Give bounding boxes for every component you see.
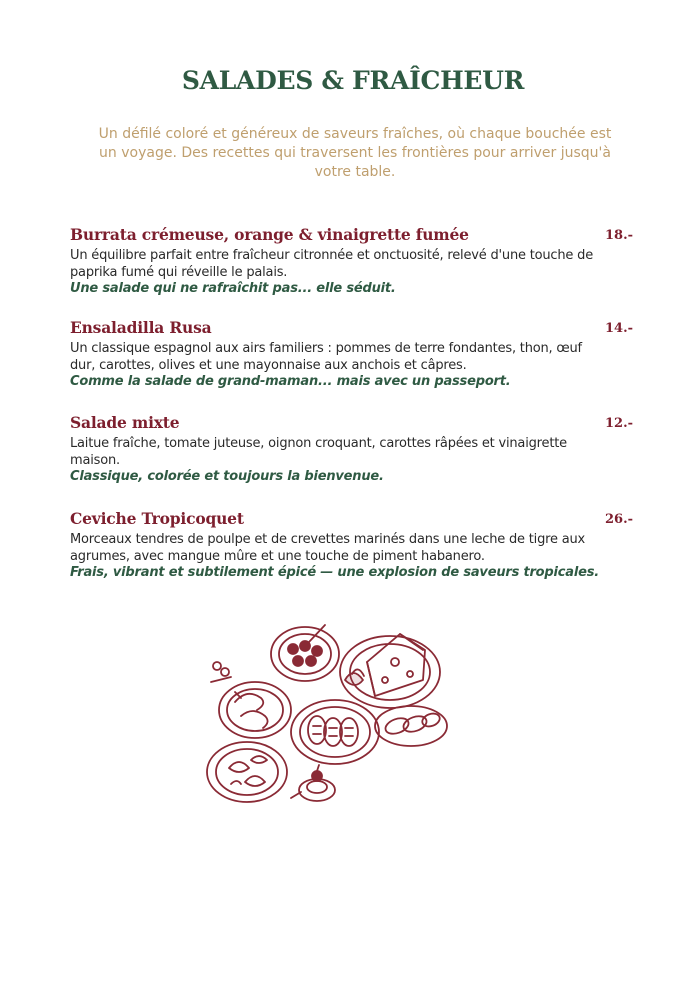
menu-item-price: 14.- (605, 321, 634, 336)
menu-item-name: Ensaladilla Rusa (70, 318, 212, 337)
menu-item (70, 318, 634, 391)
menu-item-description: Un classique espagnol aux airs familiers : pommes de terre fondantes, thon, œuf dur, carottes, olives et une mayonnaise aux anchois et câpres. (70, 341, 582, 373)
menu-item-description: Morceaux tendres de poulpe et de crevettes marinés dans une leche de tigre aux agrumes, avec mangue mûre et une touche de piment habanero. (70, 532, 586, 564)
menu-item-name: Burrata crémeuse, orange & vinaigrette fumée (70, 225, 469, 244)
menu-item-price: 12.- (605, 416, 634, 431)
menu-item-tagline: Classique, colorée et toujours la bienvenue. (70, 469, 384, 484)
menu-item (70, 225, 634, 298)
menu-item-tagline: Comme la salade de grand-maman... mais avec un passeport. (70, 374, 511, 389)
menu-item-description: Un équilibre parfait entre fraîcheur citronnée et onctuosité, relevé d'une touche de paprika fumé qui réveille le palais. (70, 248, 593, 280)
menu-item-name: Salade mixte (70, 413, 180, 432)
menu-item-price: 26.- (605, 512, 634, 527)
menu-item-tagline: Frais, vibrant et subtilement épicé — une explosion de saveurs tropicales. (70, 565, 599, 580)
menu-item-name: Ceviche Tropicoquet (70, 509, 244, 528)
menu-item (70, 509, 634, 582)
menu-item-description: Laitue fraîche, tomate juteuse, oignon croquant, carottes râpées et vinaigrette maison. (70, 436, 567, 468)
menu-item-tagline: Une salade qui ne rafraîchit pas... elle séduit. (70, 281, 396, 296)
menu-item (70, 413, 634, 486)
intro-text: Un défilé coloré et généreux de saveurs fraîches, où chaque bouchée est un voyage. Des recettes qui traversent les frontières pour arriver jusqu'à votre table. (98, 126, 612, 180)
page-title: SALADES & FRAÎCHEUR (181, 66, 525, 95)
food-platters-illustration (205, 622, 455, 808)
menu-item-price: 18.- (605, 228, 634, 243)
